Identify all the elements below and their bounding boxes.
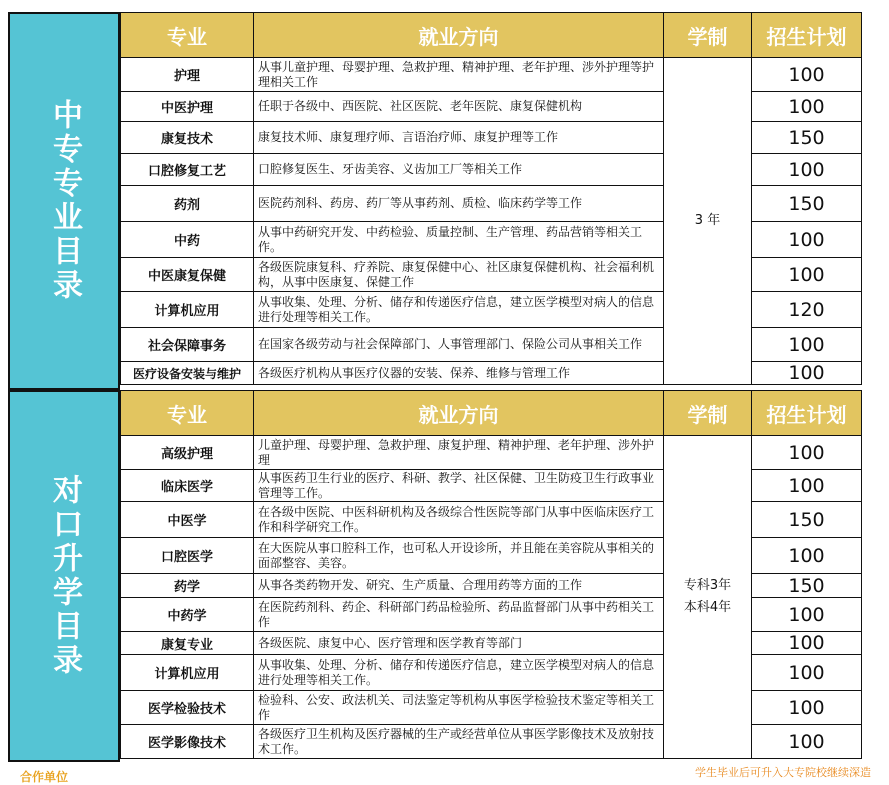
career-cell: 各级医院康复科、疗养院、康复保健中心、社区康复保健机构、社会福利机构，从事中医康复、保健工作 <box>254 258 664 292</box>
header-major: 专业 <box>121 13 254 58</box>
career-cell: 在大医院从事口腔科工作，也可私人开设诊所，并且能在美容院从事相关的面部整容、美容。 <box>254 538 664 574</box>
major-cell: 医学检验技术 <box>121 691 254 725</box>
major-cell: 护理 <box>121 58 254 92</box>
partner-label: 合作单位 <box>20 770 69 784</box>
section1-title: 中专专业目录 <box>47 99 82 303</box>
section1-header-row <box>121 13 862 58</box>
plan-cell: 100 <box>752 222 862 258</box>
career-cell: 各级医疗机构从事医疗仪器的安装、保养、维修与管理工作 <box>254 362 664 385</box>
plan-cell: 100 <box>752 154 862 186</box>
header-duration: 学制 <box>664 13 752 58</box>
plan-cell: 100 <box>752 258 862 292</box>
career-cell: 在医院药剂科、药企、科研部门药品检验所、药品监督部门从事中药相关工作 <box>254 598 664 632</box>
major-cell: 中医康复保健 <box>121 258 254 292</box>
header-major: 专业 <box>121 391 254 436</box>
plan-cell: 150 <box>752 574 862 598</box>
major-cell: 社会保障事务 <box>121 328 254 362</box>
duration-cell: 3 年 <box>664 58 752 385</box>
header-career: 就业方向 <box>254 13 664 58</box>
career-cell: 在各级中医院、中医科研机构及各级综合性医院等部门从事中医临床医疗工作和科学研究工作。 <box>254 502 664 538</box>
career-cell: 从事中药研究开发、中药检验、质量控制、生产管理、药品营销等相关工作。 <box>254 222 664 258</box>
plan-cell: 150 <box>752 122 862 154</box>
major-cell: 医学影像技术 <box>121 725 254 759</box>
plan-cell: 100 <box>752 598 862 632</box>
plan-cell: 100 <box>752 58 862 92</box>
career-cell: 各级医院、康复中心、医疗管理和医学教育等部门 <box>254 632 664 655</box>
header-duration: 学制 <box>664 391 752 436</box>
career-cell: 口腔修复医生、牙齿美容、义齿加工厂等相关工作 <box>254 154 664 186</box>
plan-cell: 100 <box>752 632 862 655</box>
major-cell: 口腔医学 <box>121 538 254 574</box>
plan-cell: 100 <box>752 655 862 691</box>
duration-line-1: 专科3年 <box>683 578 732 593</box>
footer-note: 学生毕业后可升入大专院校继续深造 <box>695 766 871 779</box>
career-cell: 各级医疗卫生机构及医疗器械的生产或经营单位从事医学影像技术及放射技术工作。 <box>254 725 664 759</box>
career-cell: 从事收集、处理、分析、储存和传递医疗信息，建立医学模型对病人的信息进行处理等相关工作。 <box>254 292 664 328</box>
major-cell: 中药 <box>121 222 254 258</box>
plan-cell: 100 <box>752 436 862 470</box>
section2-header-row <box>121 391 862 436</box>
section2-title: 对口升学目录 <box>47 474 82 678</box>
major-cell: 计算机应用 <box>121 655 254 691</box>
plan-cell: 100 <box>752 92 862 122</box>
plan-cell: 150 <box>752 502 862 538</box>
section2-side-label <box>8 390 120 762</box>
major-cell: 口腔修复工艺 <box>121 154 254 186</box>
career-cell: 检验科、公安、政法机关、司法鉴定等机构从事医学检验技术鉴定等相关工作 <box>254 691 664 725</box>
plan-cell: 120 <box>752 292 862 328</box>
duration-cell <box>664 436 752 759</box>
career-cell: 从事各类药物开发、研究、生产质量、合理用药等方面的工作 <box>254 574 664 598</box>
plan-cell: 100 <box>752 538 862 574</box>
major-cell: 中医护理 <box>121 92 254 122</box>
major-cell: 中药学 <box>121 598 254 632</box>
major-cell: 中医学 <box>121 502 254 538</box>
career-cell: 儿童护理、母婴护理、急救护理、康复护理、精神护理、老年护理、涉外护理 <box>254 436 664 470</box>
career-cell: 从事医药卫生行业的医疗、科研、教学、社区保健、卫生防疫卫生行政事业管理等工作。 <box>254 470 664 502</box>
plan-cell: 100 <box>752 691 862 725</box>
plan-cell: 150 <box>752 186 862 222</box>
major-cell: 临床医学 <box>121 470 254 502</box>
header-plan: 招生计划 <box>752 13 862 58</box>
section1-side-label <box>8 12 120 390</box>
major-cell: 医疗设备安装与维护 <box>121 362 254 385</box>
major-cell: 计算机应用 <box>121 292 254 328</box>
career-cell: 在国家各级劳动与社会保障部门、人事管理部门、保险公司从事相关工作 <box>254 328 664 362</box>
career-cell: 医院药剂科、药房、药厂等从事药剂、质检、临床药学等工作 <box>254 186 664 222</box>
major-cell: 药剂 <box>121 186 254 222</box>
career-cell: 康复技术师、康复理疗师、言语治疗师、康复护理等工作 <box>254 122 664 154</box>
duration-line-2: 本科4年 <box>683 600 732 615</box>
major-cell: 药学 <box>121 574 254 598</box>
career-cell: 从事儿童护理、母婴护理、急救护理、精神护理、老年护理、涉外护理等护理相关工作 <box>254 58 664 92</box>
career-cell: 从事收集、处理、分析、储存和传递医疗信息，建立医学模型对病人的信息进行处理等相关工作。 <box>254 655 664 691</box>
section1-table <box>120 12 862 385</box>
header-career: 就业方向 <box>254 391 664 436</box>
table-row <box>121 58 862 92</box>
plan-cell: 100 <box>752 725 862 759</box>
table-row <box>121 436 862 470</box>
section2-table <box>120 390 862 759</box>
header-plan: 招生计划 <box>752 391 862 436</box>
career-cell: 任职于各级中、西医院、社区医院、老年医院、康复保健机构 <box>254 92 664 122</box>
major-cell: 康复专业 <box>121 632 254 655</box>
major-cell: 康复技术 <box>121 122 254 154</box>
plan-cell: 100 <box>752 470 862 502</box>
plan-cell: 100 <box>752 328 862 362</box>
plan-cell: 100 <box>752 362 862 385</box>
major-cell: 高级护理 <box>121 436 254 470</box>
